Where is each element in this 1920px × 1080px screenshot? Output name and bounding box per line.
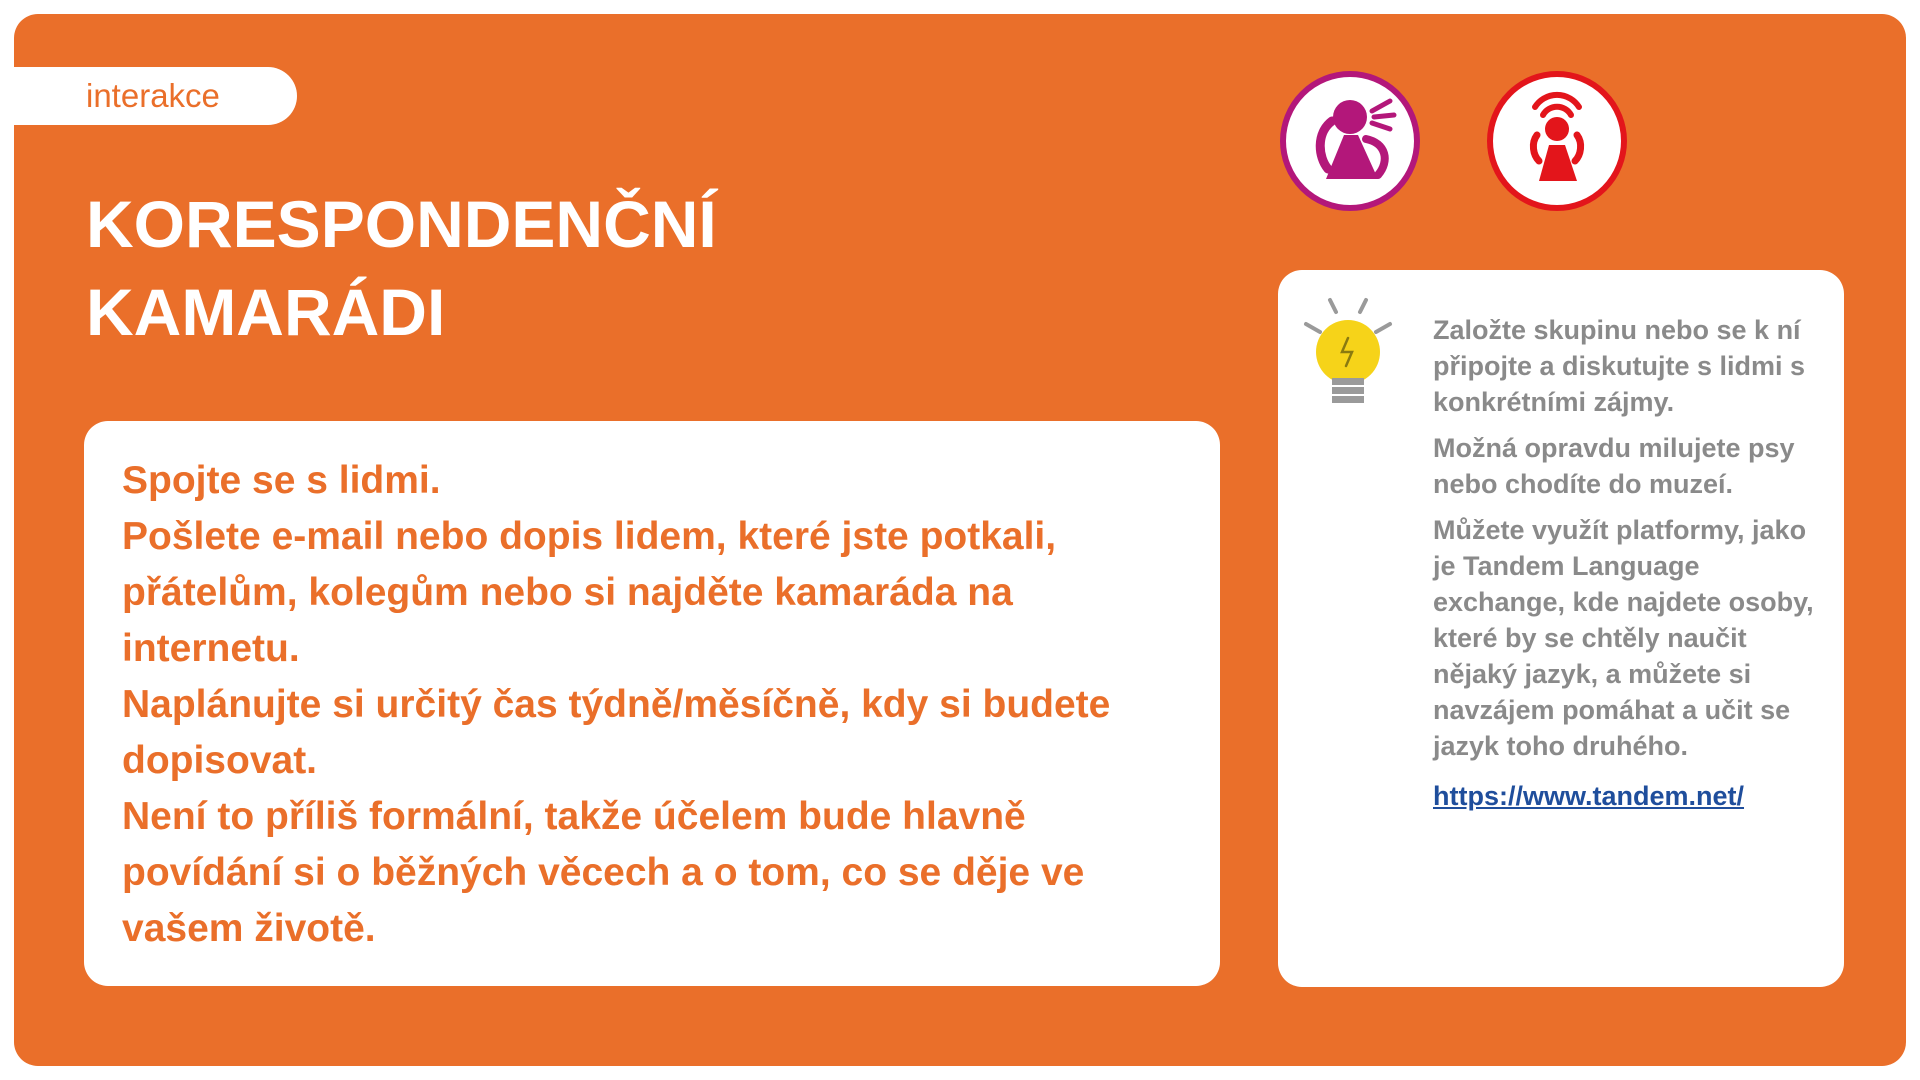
title-line-1: KORESPONDENČNÍ	[86, 187, 717, 261]
tip-paragraph-1: Založte skupinu nebo se k ní připojte a diskutujte s lidmi s konkrétními zájmy.	[1433, 315, 1806, 417]
tandem-link[interactable]: https://www.tandem.net/	[1433, 781, 1745, 811]
main-line-4: Není to příliš formální, takže účelem bude hlavně povídání si o běžných věcech a o tom, co se děje ve vašem životě.	[122, 795, 1085, 950]
listening-person-icon	[1487, 71, 1627, 211]
tip-text	[1433, 312, 1828, 814]
tip-paragraph-2: Možná opravdu milujete psy nebo chodíte do muzeí.	[1433, 433, 1795, 499]
page-title	[86, 180, 986, 356]
tip-box	[1278, 270, 1844, 987]
main-line-2: Pošlete e-mail nebo dopis lidem, které jste potkali, přátelům, kolegům nebo si najděte kamaráda na internetu.	[122, 515, 1057, 670]
main-line-3: Naplánujte si určitý čas týdně/měsíčně, kdy si budete dopisovat.	[122, 683, 1111, 782]
speaking-person-icon	[1280, 71, 1420, 211]
main-line-1: Spojte se s lidmi.	[122, 459, 441, 502]
title-line-2: KAMARÁDI	[86, 275, 446, 349]
main-content-box	[84, 421, 1220, 986]
category-tag: interakce	[14, 67, 297, 125]
tip-paragraph-3: Můžete využít platformy, jako je Tandem Language exchange, kde najdete osoby, které by se chtěly naučit nějaký jazyk, a můžete si navzájem pomáhat a učit se jazyk toho druhého.	[1433, 515, 1814, 761]
lightbulb-icon	[1298, 290, 1398, 410]
